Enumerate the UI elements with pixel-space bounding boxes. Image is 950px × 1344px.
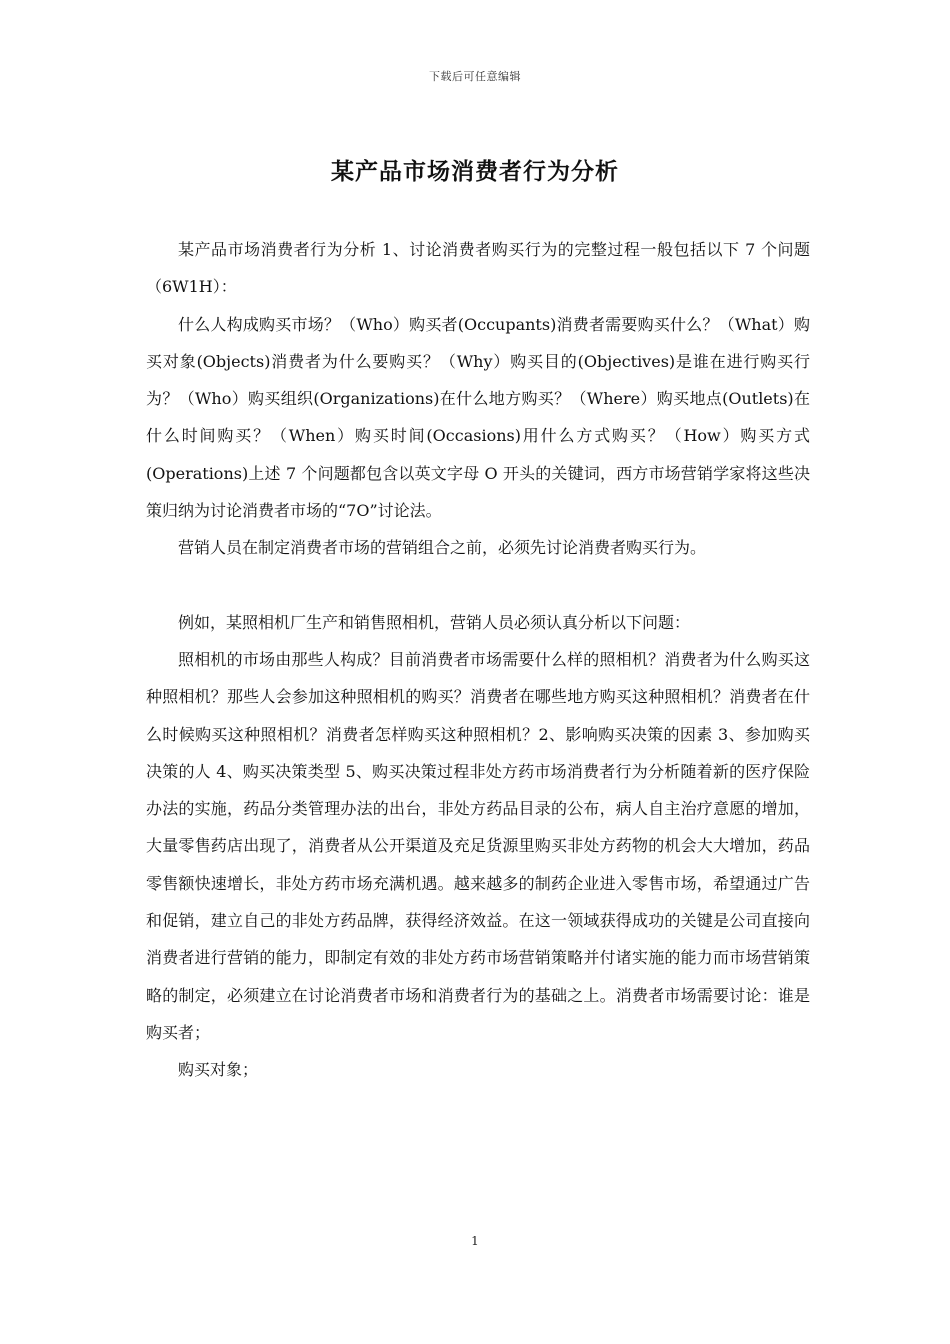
page-number: 1 xyxy=(471,1234,479,1248)
paragraph-camera-questions: 照相机的市场由那些人构成？目前消费者市场需要什么样的照相机？消费者为什么购买这种照相机？那些人会参加这种照相机的购买？消费者在哪些地方购买这种照相机？消费者在什么时候购买这种照相机？消费者怎样购买这种照相机？2、影响购买决策的因素 3、参加购买决策的人 4、购买决策类型 5、购买决策过程非处方药市场消费者行为分析随着新的医疗保险办法的实施，药品分类管理办法的出台，非处方药品目录的公布，病人自主治疗意愿的增加，大量零售药店出现了，消费者从公开渠道及充足货源里购买非处方药物的机会大大增加，药品零售额快速增长，非处方药市场充满机遇。越来越多的制药企业进入零售市场，希望通过广告和促销，建立自己的非处方药品牌，获得经济效益。在这一领域获得成功的关键是公司直接向消费者进行营销的能力，即制定有效的非处方药市场营销策略并付诸实施的能力而市场营销策略的制定，必须建立在讨论消费者市场和消费者行为的基础之上。消费者市场需要讨论：谁是购买者； xyxy=(146,649,810,1042)
paragraph-7o-questions: 什么人构成购买市场？（Who）购买者(Occupants)消费者需要购买什么？（What）购买对象(Objects)消费者为什么要购买？（Why）购买目的(Objectives)是谁在进行购买行为？（Who）购买组织(Organizations)在什么地方购买？（Where）购买地点(Outlets)在什么时间购买？（When）购买时间(Occasions)用什么方式购买？（How）购买方式(Operations)上述 7 个问题都包含以英文字母 O 开头的关键词，西方市场营销学家将这些决策归纳为讨论消费者市场的“7O”讨论法。 xyxy=(146,314,810,521)
document-body xyxy=(146,231,810,1089)
header-note: 下载后可任意编辑 xyxy=(429,70,521,83)
document-title: 某产品市场消费者行为分析 xyxy=(331,158,619,185)
paragraph-marketing-note: 营销人员在制定消费者市场的营销组合之前，必须先讨论消费者购买行为。 xyxy=(178,538,707,558)
paragraph-camera-example: 例如，某照相机厂生产和销售照相机，营销人员必须认真分析以下问题： xyxy=(178,612,691,632)
paragraph-intro: 某产品市场消费者行为分析 1、讨论消费者购买行为的完整过程一般包括以下 7 个问题（6W1H）： xyxy=(146,240,810,297)
paragraph-purchase-objects: 购买对象； xyxy=(178,1060,259,1080)
